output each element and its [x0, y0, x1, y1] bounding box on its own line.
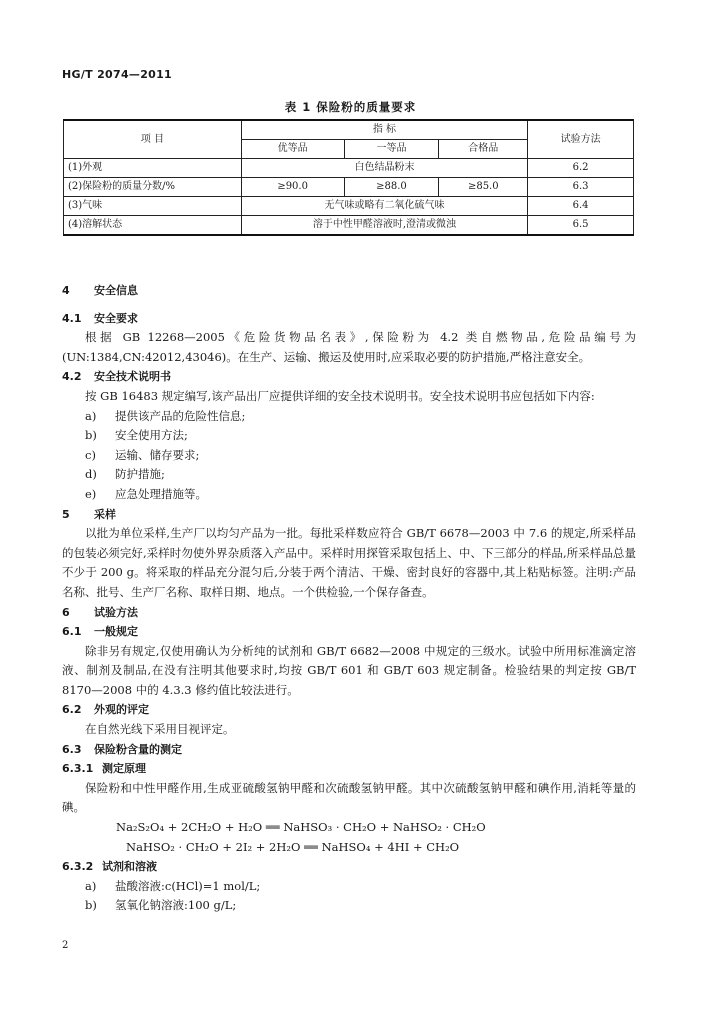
row-method: 6.2 — [528, 159, 634, 178]
table-row — [64, 178, 634, 197]
row-merged-value: 无气味或略有二氧化硫气味 — [241, 197, 527, 216]
section-number: 5 — [62, 507, 70, 521]
section-title: 安全信息 — [94, 284, 138, 297]
subsection-heading — [62, 740, 636, 760]
subsection-number: 6.3 — [62, 742, 82, 756]
subsection-heading — [62, 367, 636, 387]
section-heading — [62, 505, 636, 525]
row-merged-value: 溶于中性甲醛溶液时,澄清或微浊 — [241, 216, 527, 236]
section-title: 试验方法 — [94, 605, 138, 619]
subsubsection-title: 试剂和溶液 — [102, 860, 157, 874]
paragraph: 以批为单位采样,生产厂以均匀产品为一批。每批采样数应符合 GB/T 6678—2003 中 7.6 的规定,所采样品的包装必须完好,采样时勿使外界杂质落入产品中。采样时用探管采取包括上、中、下三部分的样品,所采样品总量不少于 200 g。将采取的样品充分混匀后,分装于两个清洁、干燥、密封良好的容器中,其上粘贴标签。注明:产品名称、批号、生产厂名称、取样日期、地点。一个供检验,一个保存备查。 — [62, 526, 636, 599]
table-row — [64, 159, 634, 178]
table-row — [64, 216, 634, 236]
section-title: 采样 — [94, 507, 116, 521]
subsection-heading — [62, 700, 636, 720]
subsection-heading — [62, 622, 636, 642]
list-item: a) 盐酸溶液:c(HCl)=1 mol/L; — [85, 878, 261, 893]
section-heading — [62, 281, 636, 301]
row-method: 6.3 — [528, 178, 634, 197]
header-index: 指 标 — [241, 120, 527, 140]
subsubsection-heading — [62, 857, 636, 877]
subsubsection-number: 6.3.1 — [62, 762, 94, 776]
row-value-first: ≥88.0 — [344, 178, 439, 197]
header-method: 试验方法 — [528, 120, 634, 159]
subsection-number: 4.2 — [62, 370, 82, 384]
standard-number-header: HG/T 2074—2011 — [62, 68, 173, 81]
section-heading — [62, 603, 636, 623]
subsubsection-heading — [62, 759, 636, 779]
list-item: b) 氢氧化钠溶液:100 g/L; — [85, 898, 237, 913]
paragraph: 保险粉和中性甲醛作用,生成亚硫酸氢钠甲醛和次硫酸氢钠甲醛。其中次硫酸氢钠甲醛和碘作用,消耗等量的碘。 — [62, 780, 636, 815]
table-row — [64, 197, 634, 216]
paragraph: 除非另有规定,仅使用确认为分析纯的试剂和 GB/T 6682—2008 中规定的三级水。试验中所用标准滴定溶液、制剂及制品,在没有注明其他要求时,均按 GB/T 601 和 GB/T 603 规定制备。检验结果的判定按 GB/T 8170—2008 中的 4.3.3 修约值比较法进行。 — [62, 643, 636, 697]
subsection-title: 外观的评定 — [94, 703, 149, 717]
subsection-title: 保险粉含量的测定 — [94, 742, 182, 756]
subsection-title: 一般规定 — [94, 625, 138, 639]
list-item: d) 防护措施; — [85, 467, 165, 482]
row-method: 6.5 — [528, 216, 634, 236]
list-item: e) 应急处理措施等。 — [85, 486, 207, 501]
list-item: c) 运输、储存要求; — [85, 447, 200, 462]
row-item: (2)保险粉的质量分数/% — [64, 178, 242, 197]
row-merged-value: 白色结晶粉末 — [241, 159, 527, 178]
subsection-title: 安全要求 — [94, 311, 138, 325]
subsubsection-title: 测定原理 — [102, 762, 146, 776]
table-caption: 表 1 保险粉的质量要求 — [284, 100, 417, 114]
row-value-qualified: ≥85.0 — [439, 178, 528, 197]
header-item: 项 目 — [64, 120, 242, 159]
header-grade-first: 一等品 — [344, 140, 439, 159]
row-method: 6.4 — [528, 197, 634, 216]
subsection-number: 4.1 — [62, 311, 82, 325]
paragraph: 在自然光线下采用目视评定。 — [85, 722, 235, 737]
subsection-title: 安全技术说明书 — [94, 370, 171, 384]
chemical-equation: NaHSO₂ · CH₂O + 2I₂ + 2H₂O ══ NaHSO₄ + 4HI + CH₂O — [126, 839, 460, 854]
row-item: (4)溶解状态 — [64, 216, 242, 236]
subsubsection-number: 6.3.2 — [62, 860, 94, 874]
document-body — [62, 281, 636, 916]
chemical-equation: Na₂S₂O₄ + 2CH₂O + H₂O ══ NaHSO₃ · CH₂O + NaHSO₂ · CH₂O — [116, 820, 486, 835]
subsection-heading — [62, 309, 636, 329]
row-value-premium: ≥90.0 — [241, 178, 344, 197]
section-number: 6 — [62, 605, 70, 619]
row-item: (1)外观 — [64, 159, 242, 178]
table-header-row — [64, 120, 634, 140]
paragraph: 按 GB 16483 规定编写,该产品出厂应提供详细的安全技术说明书。安全技术说明书应包括如下内容: — [85, 388, 595, 403]
header-grade-qualified: 合格品 — [439, 140, 528, 159]
section-number: 4 — [62, 284, 70, 297]
list-item: a) 提供该产品的危险性信息; — [85, 408, 246, 423]
list-item: b) 安全使用方法; — [85, 428, 188, 443]
quality-requirements-table — [63, 119, 634, 236]
subsection-number: 6.1 — [62, 625, 82, 639]
page-number: 2 — [62, 940, 69, 951]
paragraph: 根据 GB 12268—2005《危险货物品名表》,保险粉为 4.2 类自燃物品,危险品编号为(UN:1384,CN:42012,43046)。在生产、运输、搬运及使用时,应采取必要的防护措施,严格注意安全。 — [62, 330, 636, 364]
row-item: (3)气味 — [64, 197, 242, 216]
subsection-number: 6.2 — [62, 703, 82, 717]
header-grade-premium: 优等品 — [241, 140, 344, 159]
